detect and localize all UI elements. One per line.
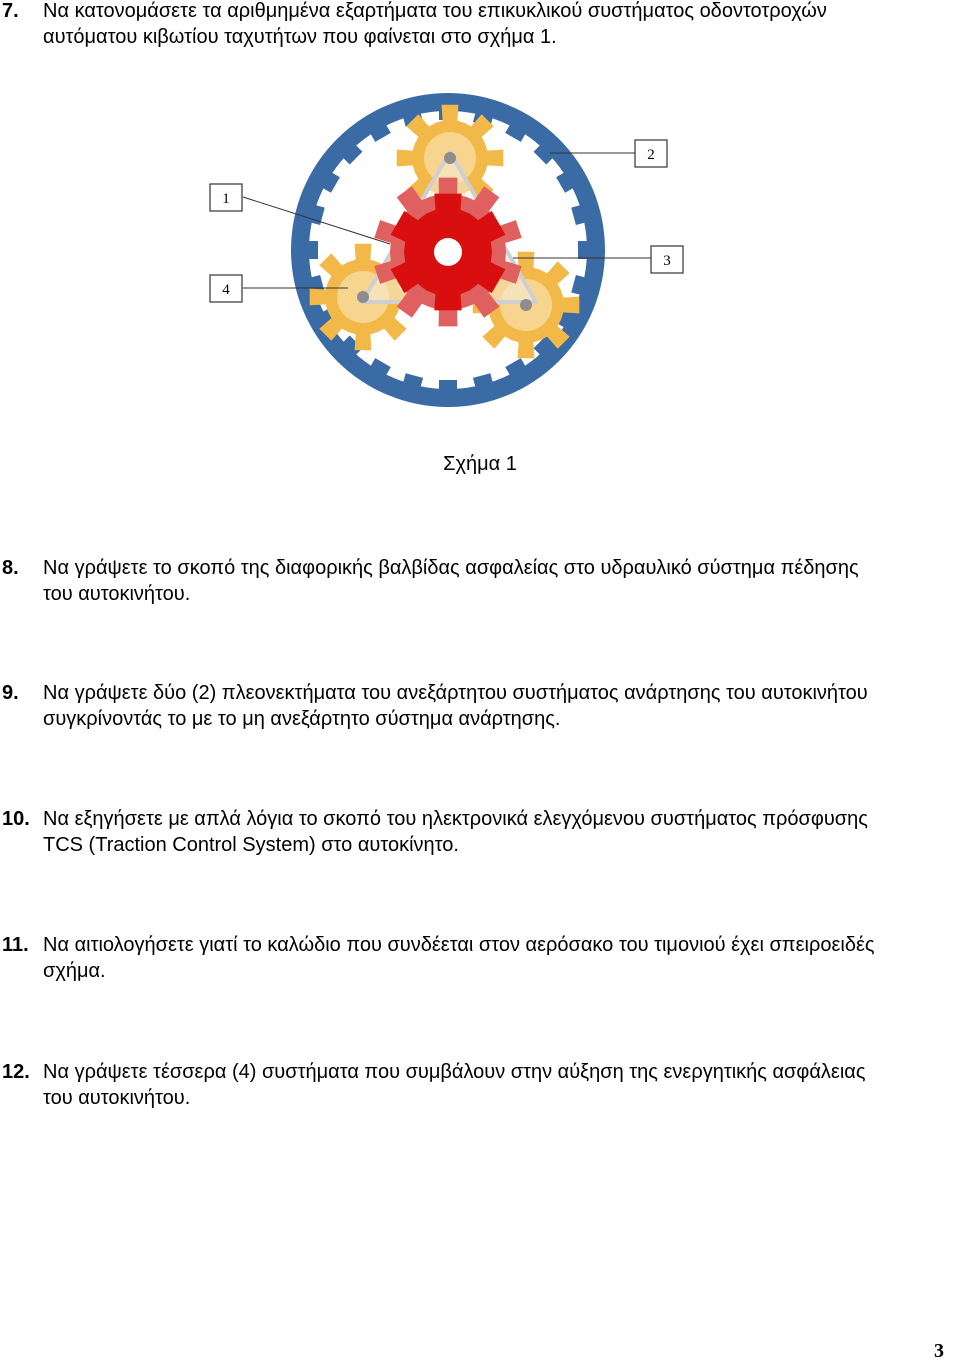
question-10 <box>0 806 960 858</box>
callout-2 <box>635 140 667 167</box>
question-text: Να κατονομάσετε τα αριθμημένα εξαρτήματα του επικυκλικού συστήματος οδοντοτροχών αυτόματου κιβωτίου ταχυτήτων που φαίνεται στο σχήμα 1. <box>43 0 827 48</box>
question-number: 8. <box>2 557 19 579</box>
question-text: Να εξηγήσετε με απλά λόγια το σκοπό του ηλεκτρονικά ελεγχόμενου συστήματος πρόσφυσης TCS (Traction Control System) στο αυτοκίνητο. <box>43 808 868 856</box>
ring-tooth <box>302 241 318 259</box>
question-number: 10. <box>2 808 30 830</box>
callout-4 <box>210 275 242 302</box>
question-number: 11. <box>2 934 29 956</box>
planetary-gear-figure <box>200 80 700 430</box>
page-number: 3 <box>934 1340 944 1362</box>
question-7 <box>0 0 960 50</box>
figure-caption: Σχήμα 1 <box>443 453 517 475</box>
question-text: Να αιτιολογήσετε γιατί το καλώδιο που συνδέεται στον αερόσακο του τιμονιού έχει σπειροειδές σχήμα. <box>43 934 875 982</box>
question-text: Να γράψετε δύο (2) πλεονεκτήματα του ανεξάρτητου συστήματος ανάρτησης του αυτοκινήτου συγκρίνοντάς το με το μη ανεξάρτητο σύστημα ανάρτησης. <box>43 682 868 730</box>
question-8 <box>0 555 960 607</box>
ring-tooth <box>439 380 457 396</box>
question-number: 9. <box>2 682 19 704</box>
question-text: Να γράψετε τέσσερα (4) συστήματα που συμβάλουν στην αύξηση της ενεργητικής ασφάλειας του αυτοκινήτου. <box>43 1061 866 1109</box>
svg-text:3: 3 <box>663 253 671 269</box>
question-11 <box>0 932 960 984</box>
question-9 <box>0 680 960 732</box>
question-text: Να γράψετε το σκοπό της διαφορικής βαλβίδας ασφαλείας στο υδραυλικό σύστημα πέδησης του αυτοκινήτου. <box>43 557 859 605</box>
question-number: 12. <box>2 1061 30 1083</box>
svg-text:4: 4 <box>222 282 230 298</box>
ring-tooth <box>578 241 594 259</box>
svg-text:2: 2 <box>647 147 655 163</box>
question-12 <box>0 1059 960 1111</box>
svg-text:1: 1 <box>222 191 230 207</box>
callout-3 <box>651 246 683 273</box>
question-number: 7. <box>2 0 19 22</box>
callout-1 <box>210 184 242 211</box>
